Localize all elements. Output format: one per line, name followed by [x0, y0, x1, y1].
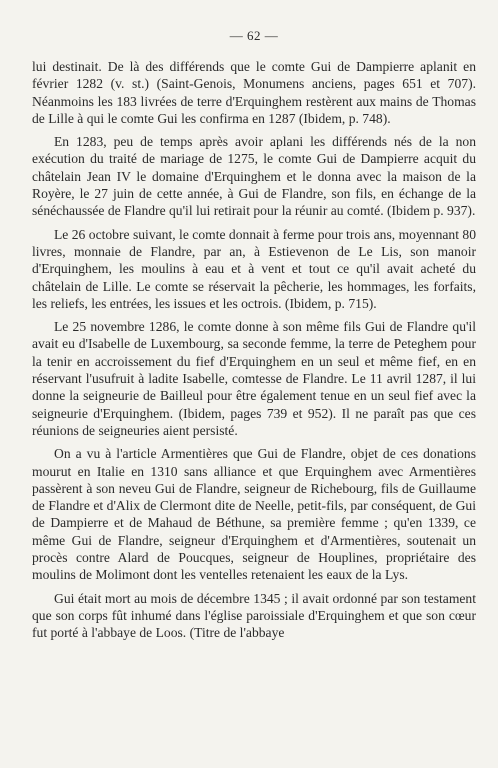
paragraph-6: Gui était mort au mois de décembre 1345 ; il avait ordonné par son testament que son corps fût inhumé dans l'église paroissiale d'Erquinghem et que son cœur fut porté à l'abbaye de Loos. (Titre de l'abbaye [32, 590, 476, 641]
paragraph-5: On a vu à l'article Armentières que Gui de Flandre, objet de ces donations mourut en Italie en 1310 sans alliance et que Erquinghem avec Armentières passèrent à son neveu Gui de Flandre, seigneur de Richebourg, fils de Guillaume de Flandre et d'Alix de Clermont dite de Neelle, petit-fils, par conséquent, de Gui de Dampierre et de Mahaud de Béthune, sa première femme ; qu'en 1339, ce même Gui de Flandre, seigneur d'Erquinghem et d'Armentières, soutenait un procès contre Alard de Poucques, seigneur de Houplines, propriétaire des moulins de Molimont dont les ventelles retenaient les eaux de la Lys. [32, 446, 476, 583]
page-number: — 62 — [229, 28, 279, 43]
paragraph-3: Le 26 octobre suivant, le comte donnait à ferme pour trois ans, moyennant 80 livres, monnaie de Flandre, par an, à Estievenon de Le Lis, son manoir d'Erquinghem, les moulins à eau et à vent et tout ce qu'il avait acheté du châtelain de Lille. Le comte se réservait la pêcherie, les hommages, les forfaits, les reliefs, les entrées, les issues et les octrois. (Ibidem, p. 715). [32, 226, 476, 311]
paragraph-1: lui destinait. De là des différends que le comte Gui de Dampierre aplanit en février 1282 (v. st.) (Saint-Genois, Monumens anciens, pages 651 et 707). Néanmoins les 183 livrées de terre d'Erquinghem restèrent aux mains de Thomas de Lille à qui le comte Gui les confirma en 1287 (Ibidem, p. 748). [32, 59, 476, 126]
paragraph-4: Le 25 novembre 1286, le comte donne à son même fils Gui de Flandre qu'il avait eu d'Isabelle de Luxembourg, sa seconde femme, la terre de Peteghem pour la tenir en accroissement du fief d'Erquinghem en un seul et même fief, en en réservant l'usufruit à ladite Isabelle, comtesse de Flandre. Le 11 avril 1287, il lui donne la seigneurie de Bailleul pour être également tenue en un seul fief avec la seigneurie d'Erquinghem. (Ibidem, pages 739 et 952). Il ne paraît pas que ces réunions de seigneuries aient persisté. [32, 319, 476, 438]
paragraph-2: En 1283, peu de temps après avoir aplani les différends nés de la non exécution du traité de mariage de 1275, le comte Gui de Dampierre acquit du châtelain Jean IV le domaine d'Erquinghem et le donna avec la maison de la Royère, le 27 juin de cette année, à Gui de Flandre, son fils, en échange de la sénéchaussée de Flandre qu'il lui retirait pour la réunir au comté. (Ibidem p. 937). [32, 134, 476, 219]
